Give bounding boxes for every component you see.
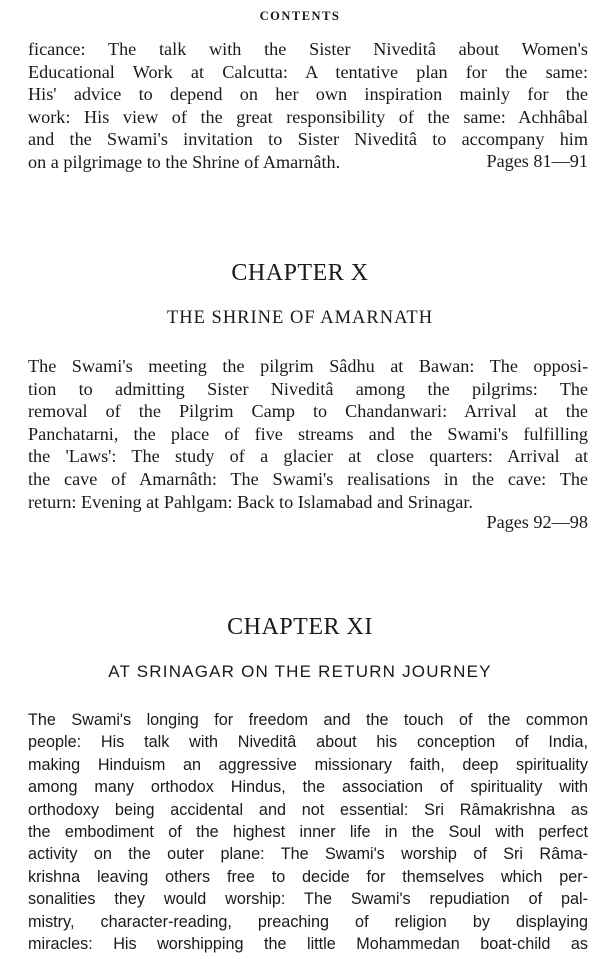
summary-last-line: on a pilgrimage to the Shrine of Amarnâth. [28,151,341,172]
chapter-11-summary [28,709,588,955]
summary-line: return: Evening at Pahlgam: Back to Islamabad and Srinagar. [28,491,473,512]
summary-line: orthodoxy being accidental and not essential: Sri Râmakrishna as [28,800,588,819]
summary-line: among many orthodox Hindus, the association of spirituality with [28,778,588,797]
summary-line: The Swami's meeting the pilgrim Sâdhu at Bawan: The opposi- [28,356,588,376]
running-head: CONTENTS [259,9,341,23]
summary-line: the 'Laws': The study of a glacier at close quarters: Arrival at [28,446,588,467]
summary-line: and the Swami's invitation to Sister Niveditâ to accompany him [28,129,588,150]
chapter-11-title: CHAPTER XI [227,614,373,640]
chapter-10-summary [28,355,588,513]
summary-line: the cave of Amarnâth: The Swami's realisations in the cave: The [28,468,588,489]
chapter-11-subtitle: AT SRINAGAR ON THE RETURN JOURNEY [108,662,492,681]
summary-line: ficance: The talk with the Sister Niveditâ about Women's [28,39,588,59]
summary-line: tion to admitting Sister Niveditâ among the pilgrims: The [28,378,588,399]
chapter-10-title: CHAPTER X [231,260,369,286]
summary-line: Educational Work at Calcutta: A tentative plan for the same: [28,61,588,82]
chapter-10-subtitle: THE SHRINE OF AMARNATH [166,308,434,328]
summary-line: work: His view of the great responsibility of the same: Achhâbal [28,106,588,127]
summary-line: activity on the outer plane: The Swami's worship of Sri Râma- [28,845,588,864]
summary-line: miracles: His worshipping the little Mohammedan boat-child as [28,935,588,954]
summary-line: people: His talk with Niveditâ about his conception of India, [28,733,588,752]
summary-line: sonalities they would worship: The Swami's repudiation of pal- [28,890,588,909]
summary-line: removal of the Pilgrim Camp to Chandanwari: Arrival at the [28,401,588,422]
summary-line: His' advice to depend on her own inspiration mainly for the [28,84,588,105]
summary-line: The Swami's longing for freedom and the touch of the common [28,711,588,729]
summary-line: krishna leaving others free to decide for themselves which per- [28,867,588,886]
summary-line: making Hinduism an aggressive missionary faith, deep spirituality [28,755,588,774]
chapter-10-pages: Pages 92—98 [486,512,588,532]
chapter-9-pages: Pages 81—91 [486,151,588,171]
summary-line: the embodiment of the highest inner life in the Soul with perfect [28,823,588,842]
summary-line: mistry, character-reading, preaching of religion by displaying [28,912,588,931]
summary-line: Panchatarni, the place of five streams and the Swami's fulfilling [28,423,588,444]
